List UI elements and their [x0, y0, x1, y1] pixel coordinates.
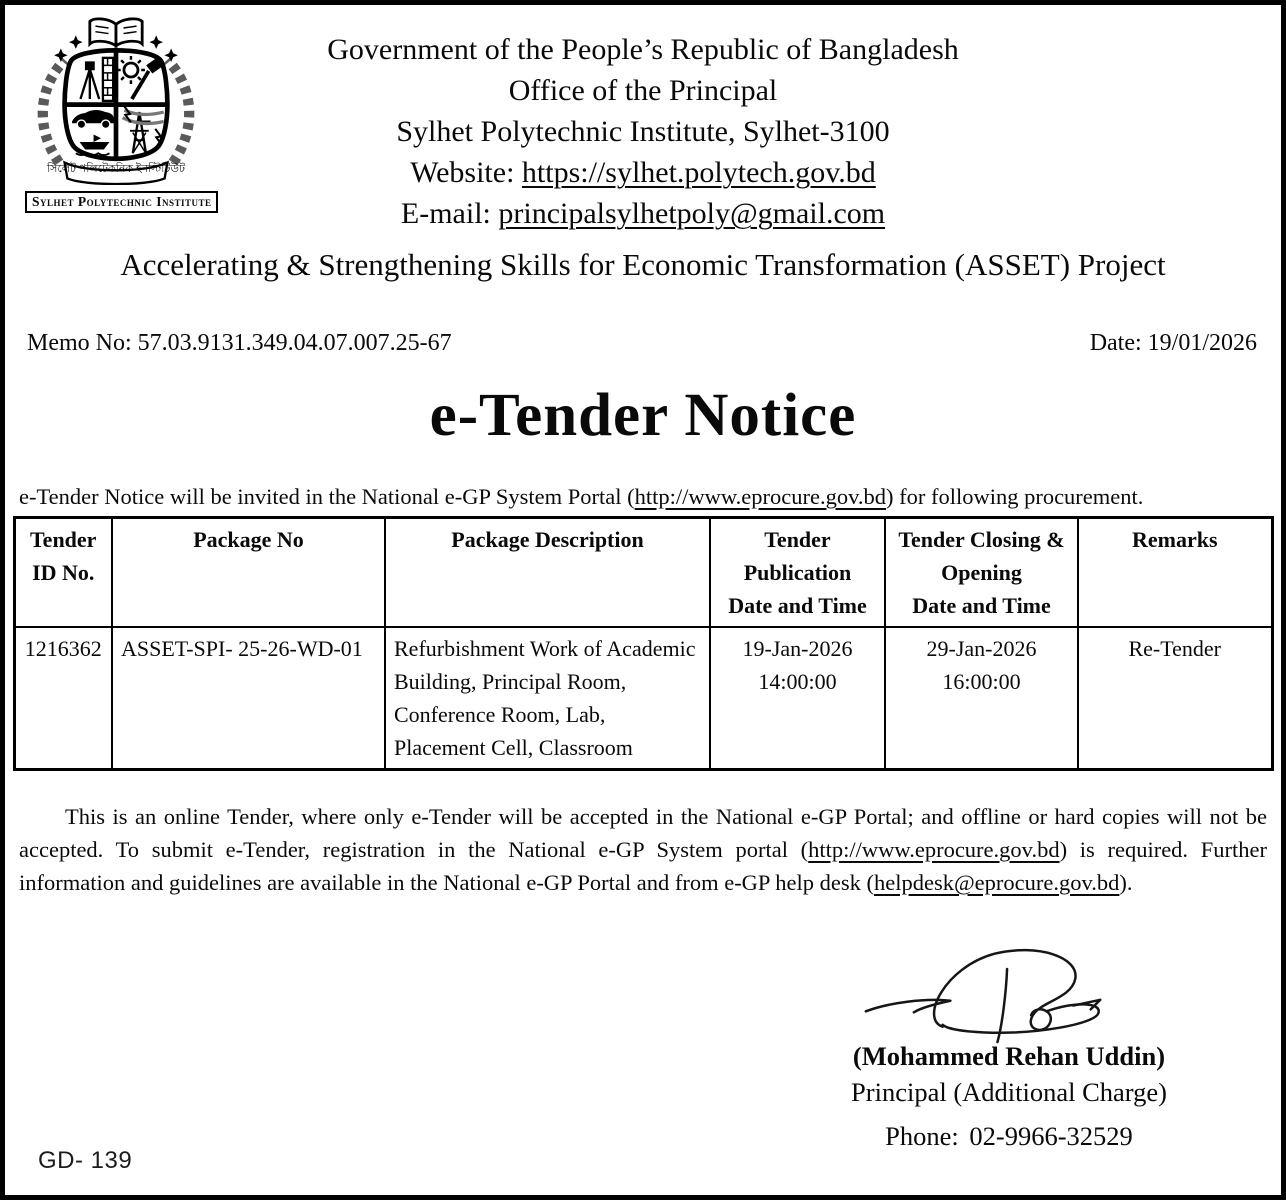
header-institute-line: Sylhet Polytechnic Institute, Sylhet-3100	[396, 115, 890, 148]
signatory-name: (Mohammed Rehan Uddin)	[852, 1040, 1166, 1071]
cell-package-no: ASSET-SPI- 25-26-WD-01	[112, 627, 385, 770]
signatory-phone: Phone: 02-9966-32529	[885, 1120, 1133, 1151]
cell-closing: 29-Jan-2026 16:00:00	[885, 627, 1078, 770]
tender-table	[13, 516, 1274, 771]
intro-text-before: e-Tender Notice will be invited in the National e-GP System Portal (	[19, 484, 635, 509]
body-text-2: ) is required. Further information and guidelines are available in the National e-GP Portal and from e-GP help desk (	[19, 836, 1267, 895]
body-text-3: ).	[1119, 869, 1133, 895]
website-link[interactable]: https://sylhet.polytech.gov.bd	[521, 156, 876, 189]
header-government-line: Government of the People’s Republic of Bangladesh	[327, 33, 959, 66]
cell-remarks: Re-Tender	[1078, 627, 1272, 770]
signature-block	[829, 946, 1189, 1153]
body-text-1: This is an online Tender, where only e-Tender will be accepted in the National e-GP Portal; and offline or hard copies will not be accepted. To submit e-Tender, registration in the National e-GP System portal (	[19, 804, 1267, 862]
intro-text-after: ) for following procurement.	[885, 484, 1144, 509]
logo-label: Sylhet Polytechnic Institute	[25, 191, 218, 213]
memo-number: Memo No: 57.03.9131.349.04.07.007.25-67	[27, 330, 452, 356]
email-link[interactable]: principalsylhetpoly@gmail.com	[498, 197, 886, 230]
signatory-title: Principal (Additional Charge)	[851, 1076, 1167, 1107]
body-paragraph	[19, 801, 1267, 900]
signature-image	[850, 946, 1168, 1044]
memo-date: Date: 19/01/2026	[1089, 330, 1257, 356]
helpdesk-email-link[interactable]: helpdesk@eprocure.gov.bd	[873, 869, 1120, 895]
eprocure-link-2[interactable]: http://www.eprocure.gov.bd	[808, 836, 1060, 862]
header-closing-date: Tender Closing & Opening Date and Time	[885, 518, 1078, 628]
memo-row	[5, 330, 1281, 357]
cell-tender-id: 1216362	[14, 627, 112, 770]
header-remarks: Remarks	[1078, 518, 1272, 628]
header-package-description: Package Description	[385, 518, 710, 628]
header	[5, 5, 1281, 283]
logo-bengali-ribbon: সিলেট পলিটেকনিক ইনস্টিটিউট	[47, 163, 185, 175]
institute-logo	[25, 13, 212, 213]
table-header-row	[14, 518, 1272, 628]
header-office-line: Office of the Principal	[508, 74, 778, 107]
institute-emblem-icon	[27, 13, 205, 185]
page-title: e-Tender Notice	[429, 382, 857, 449]
header-package-no: Package No	[112, 518, 385, 628]
eprocure-link[interactable]: http://www.eprocure.gov.bd	[634, 484, 886, 509]
cell-publication: 19-Jan-2026 14:00:00	[710, 627, 885, 770]
email-label: E-mail:	[400, 197, 499, 230]
gd-number: GD- 139	[38, 1147, 133, 1174]
book-icon	[90, 19, 142, 46]
header-tender-id: Tender ID No.	[14, 518, 112, 628]
cell-package-description: Refurbishment Work of Academic Building, Principal Room, Conference Room, Lab, Placement Cell, Classroom	[385, 627, 710, 770]
project-line: Accelerating & Strengthening Skills for Economic Transformation (ASSET) Project	[120, 247, 1166, 282]
header-publication-date: Tender Publication Date and Time	[710, 518, 885, 628]
intro-line	[19, 484, 1267, 510]
table-row	[14, 627, 1272, 770]
website-label: Website:	[410, 156, 522, 189]
